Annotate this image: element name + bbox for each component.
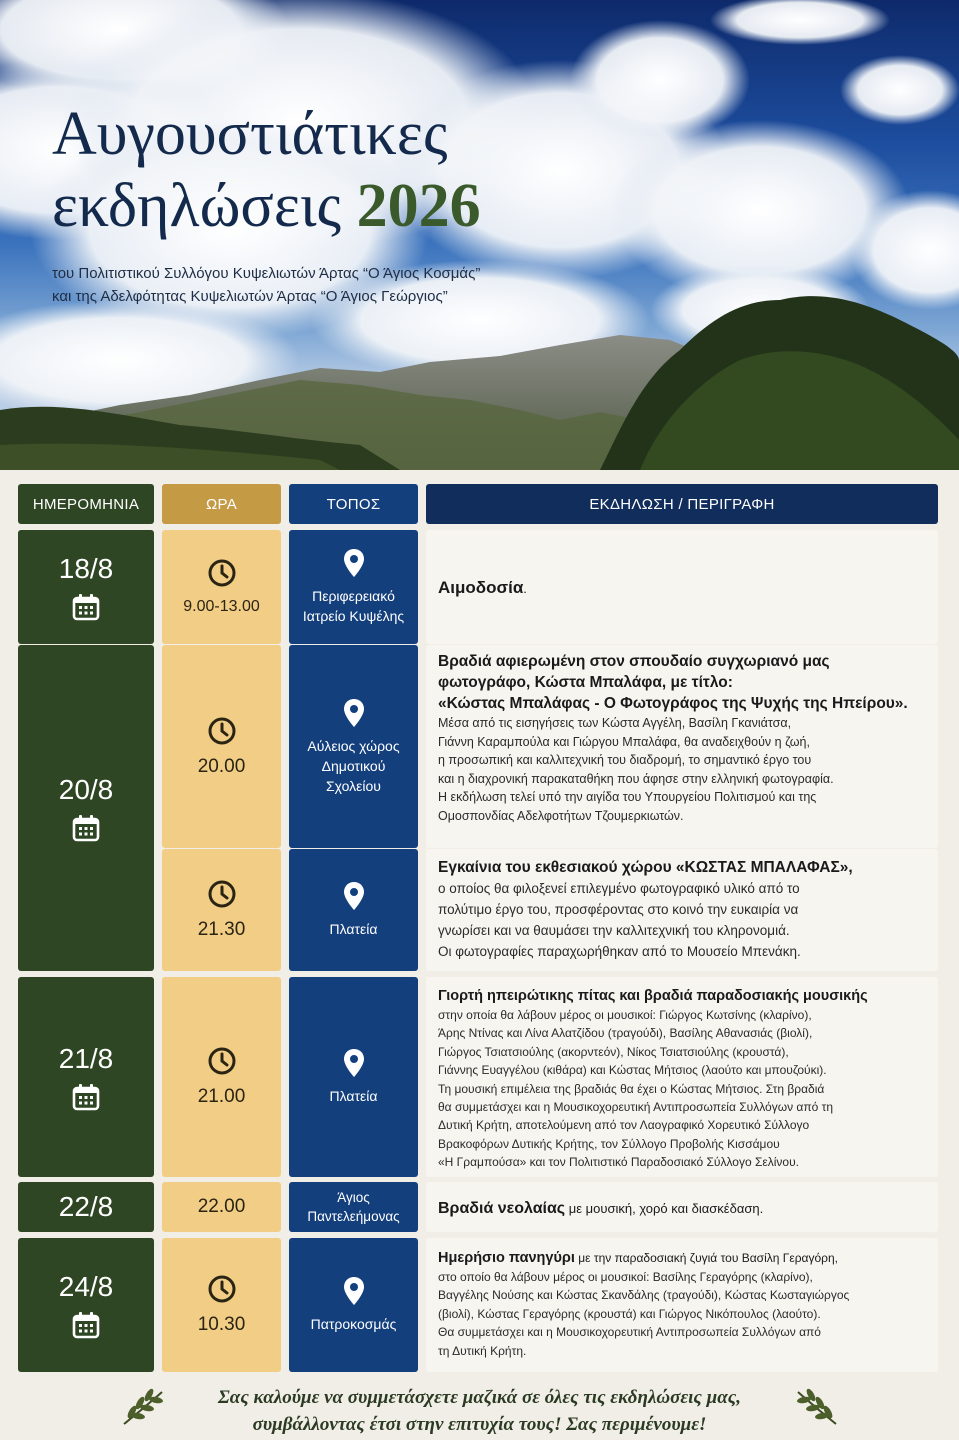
time-cell-20-8-b bbox=[162, 849, 281, 971]
description-cell-24-8 bbox=[426, 1238, 938, 1372]
event-title-suffix: . bbox=[523, 581, 527, 596]
event-title-suffix: με μουσική, χορό και διασκέδαση. bbox=[565, 1200, 764, 1216]
column-header-place: ΤΟΠΟΣ bbox=[289, 484, 418, 524]
event-body-line: Γιάννης Ευαγγέλου (κιθάρα) και Κώστας Μήτσιος (λαούτο και μπουζούκι). bbox=[438, 1063, 827, 1078]
time-cell-21-8 bbox=[162, 977, 281, 1177]
date-cell-24-8 bbox=[18, 1238, 154, 1372]
event-body-line: τη Δυτική Κρήτη. bbox=[438, 1343, 527, 1358]
description-cell-21-8 bbox=[426, 977, 938, 1177]
event-body-line: Γιάννη Καραμπούλα και Γιώργου Μπαλάφα, θα αναδειχθούν η ζωή, bbox=[438, 734, 810, 749]
subtitle-line-1: του Πολιτιστικού Συλλόγου Κυψελιωτών Άρτας “Ο Άγιος Κοσμάς” bbox=[52, 265, 481, 282]
calendar-icon bbox=[71, 592, 101, 622]
calendar-icon bbox=[71, 1310, 101, 1340]
clock-icon bbox=[207, 879, 237, 909]
event-title-line: φωτογράφο, Κώστα Μπαλάφα, με τίτλο: bbox=[438, 674, 733, 691]
event-title-line: «Κώστας Μπαλάφας - Ο Φωτογράφος της Ψυχής της Ηπείρου». bbox=[438, 695, 908, 712]
event-title: Ημερήσιο πανηγύρι bbox=[438, 1250, 575, 1266]
event-body-line: Τη μουσική επιμέλεια της βραδιάς θα έχει ο Κώστας Μήτσιος. Στη βραδιά bbox=[438, 1081, 825, 1096]
time-label: 21.00 bbox=[197, 1086, 246, 1107]
place-label: Άγιος Παντελεήμονας bbox=[307, 1190, 400, 1224]
event-body-line: Άρης Ντίνας και Λίνα Αλατζίδου (τραγούδι), Βασίλης Αθανασιάς (βιολί), bbox=[438, 1026, 813, 1041]
clock-icon bbox=[207, 1274, 237, 1304]
event-body-line: «Η Γραμπούσα» και τον Πολιτιστικό Παραδοσιακό Σύλλογο Σελίνου. bbox=[438, 1155, 799, 1170]
location-pin-icon bbox=[343, 1048, 365, 1078]
date-cell-18-8 bbox=[18, 530, 154, 644]
event-body-line: θα συμμετάσχει και η Μουσικοχορευτική Αντιπροσωπεία Συλλόγων από τη bbox=[438, 1100, 834, 1115]
event-body-line: γνωρίσει και να θαυμάσει την καλλιτεχνική του κληρονομιά. bbox=[438, 923, 790, 938]
event-body-line: Βρακοφόρων Δυτικής Κρήτης, τον Σύλλογο Προβολής Κισσάμου bbox=[438, 1136, 780, 1151]
place-cell-20-8-b bbox=[289, 849, 418, 971]
place-label: Περιφερειακό Ιατρείο Κυψέλης bbox=[302, 588, 405, 624]
place-cell-18-8 bbox=[289, 530, 418, 644]
event-body-line: Θα συμμετάσχει και η Μουσικοχορευτική Αντιπροσωπεία Συλλόγων από bbox=[438, 1325, 821, 1340]
date-label: 22/8 bbox=[58, 1191, 114, 1222]
date-cell-20-8 bbox=[18, 645, 154, 971]
column-header-date: ΗΜΕΡΟΜΗΝΙΑ bbox=[18, 484, 154, 524]
place-label: Αύλειος χώρος Δημοτικού Σχολείου bbox=[307, 737, 400, 794]
location-pin-icon bbox=[343, 1276, 365, 1306]
time-label: 10.30 bbox=[197, 1314, 246, 1335]
calendar-icon bbox=[71, 813, 101, 843]
place-cell-24-8 bbox=[289, 1238, 418, 1372]
footer-line-2: συμβάλλοντας έτσι στην επιτυχία τους! Σας περιμένουμε! bbox=[252, 1414, 707, 1435]
column-header-time: ΩΡΑ bbox=[162, 484, 281, 524]
time-cell-24-8 bbox=[162, 1238, 281, 1372]
description-cell-22-8 bbox=[426, 1182, 938, 1232]
event-body-line: Βαγγέλης Νούσης και Κώστας Σκανδάλης (τραγούδι), Κώστας Κωσταγιώργος bbox=[438, 1288, 850, 1303]
subtitle-line-2: και της Αδελφότητας Κυψελιωτών Άρτας “Ο Άγιος Γεώργιος” bbox=[52, 288, 448, 305]
event-title-suffix: με την παραδοσιακή ζυγιά του Βασίλη Γεραγόρη, bbox=[574, 1251, 838, 1265]
date-label: 20/8 bbox=[58, 774, 114, 805]
place-label: Πλατεία bbox=[329, 1088, 378, 1104]
place-cell-21-8 bbox=[289, 977, 418, 1177]
event-title: Εγκαίνια του εκθεσιακού χώρου «ΚΩΣΤΑΣ ΜΠΑΛΑΦΑΣ», bbox=[438, 859, 853, 876]
event-body-line: και η διαχρονική παρακαταθήκη που άφησε στην ελληνική φωτογραφία. bbox=[438, 771, 834, 786]
event-body-line: Η εκδήλωση τελεί υπό την αιγίδα του Υπουργείου Πολιτισμού και της bbox=[438, 790, 817, 804]
clock-icon bbox=[207, 558, 237, 588]
event-body-line: (βιολί), Κώστας Γεραγόρης (κρουστά) και Γιώργος Νικόπουλος (λαούτο). bbox=[438, 1306, 821, 1321]
time-cell-18-8 bbox=[162, 530, 281, 644]
location-pin-icon bbox=[343, 698, 365, 728]
hero-banner bbox=[0, 0, 959, 470]
date-label: 24/8 bbox=[58, 1271, 114, 1302]
event-body-line: Οι φωτογραφίες παραχωρήθηκαν από το Μουσείο Μπενάκη. bbox=[438, 944, 801, 959]
description-cell-20-8-b bbox=[426, 849, 938, 971]
event-body-line: πολύτιμο έργο του, προσφέροντας στο κοινό την ευκαιρία να bbox=[438, 902, 799, 917]
time-cell-22-8 bbox=[162, 1182, 281, 1232]
time-label: 22.00 bbox=[197, 1196, 246, 1217]
date-cell-22-8 bbox=[18, 1182, 154, 1232]
clock-icon bbox=[207, 1046, 237, 1076]
footer-line-1: Σας καλούμε να συμμετάσχετε μαζικά σε όλες τις εκδηλώσεις μας, bbox=[218, 1387, 741, 1408]
date-label: 18/8 bbox=[58, 553, 114, 584]
title-year: 2026 bbox=[356, 172, 481, 240]
place-cell-22-8 bbox=[289, 1182, 418, 1232]
date-cell-21-8 bbox=[18, 977, 154, 1177]
event-body-line: ο οποίος θα φιλοξενεί επιλεγμένο φωτογραφικό υλικό από το bbox=[438, 881, 800, 896]
event-body-line: Ομοσπονδίας Αδελφοτήτων Τζουμερκιωτών. bbox=[438, 808, 684, 823]
page-title bbox=[52, 98, 612, 242]
place-cell-20-8-a bbox=[289, 645, 418, 848]
time-label: 9.00-13.00 bbox=[183, 598, 260, 615]
place-label: Πατροκοσμάς bbox=[310, 1316, 397, 1332]
description-cell-20-8-a bbox=[426, 645, 938, 848]
event-title: Αιμοδοσία bbox=[438, 578, 524, 597]
location-pin-icon bbox=[343, 881, 365, 911]
event-body-line: Δυτική Κρήτη, αποτελούμενη από τον Λαογραφικό Χορευτικό Σύλλογο bbox=[438, 1118, 810, 1133]
event-body-line: στο οποίο θα λάβουν μέρος οι μουσικοί: Βασίλης Γεραγόρης (κλαρίνο), bbox=[438, 1270, 813, 1284]
time-label: 21.30 bbox=[197, 919, 246, 940]
event-title: Βραδιά νεολαίας bbox=[438, 1199, 566, 1217]
column-header-description: ΕΚΔΗΛΩΣΗ / ΠΕΡΙΓΡΑΦΗ bbox=[426, 484, 938, 524]
title-line-2: εκδηλώσεις bbox=[52, 172, 342, 240]
time-cell-20-8-a bbox=[162, 645, 281, 848]
event-title: Γιορτή ηπειρώτικης πίτας και βραδιά παραδοσιακής μουσικής bbox=[438, 988, 868, 1004]
place-label: Πλατεία bbox=[329, 921, 378, 937]
location-pin-icon bbox=[343, 548, 365, 578]
event-body-line: η προσωπική και καλλιτεχνική του διαδρομή, το σημαντικό έργο του bbox=[438, 753, 812, 767]
subtitle bbox=[52, 262, 612, 308]
event-body-line: Μέσα από τις εισηγήσεις των Κώστα Αγγέλη, Βασίλη Γκανιάτσα, bbox=[438, 716, 792, 730]
event-title-line: Βραδιά αφιερωμένη στον σπουδαίο συγχωριανό μας bbox=[438, 653, 830, 670]
calendar-icon bbox=[71, 1082, 101, 1112]
footer-invitation bbox=[0, 1378, 959, 1440]
date-label: 21/8 bbox=[58, 1043, 114, 1074]
title-line-1: Αυγουστιάτικες bbox=[52, 100, 448, 168]
event-body-line: στην οποία θα λάβουν μέρος οι μουσικοί: Γιώργος Κωτσίνης (κλαρίνο), bbox=[438, 1008, 812, 1022]
description-cell-18-8 bbox=[426, 530, 938, 644]
time-label: 20.00 bbox=[197, 755, 246, 777]
clock-icon bbox=[207, 716, 237, 746]
event-body-line: Γιώργος Τσιατσιούλης (ακορντεόν), Νίκος Τσιατσιούλης (κρουστά), bbox=[438, 1044, 789, 1059]
